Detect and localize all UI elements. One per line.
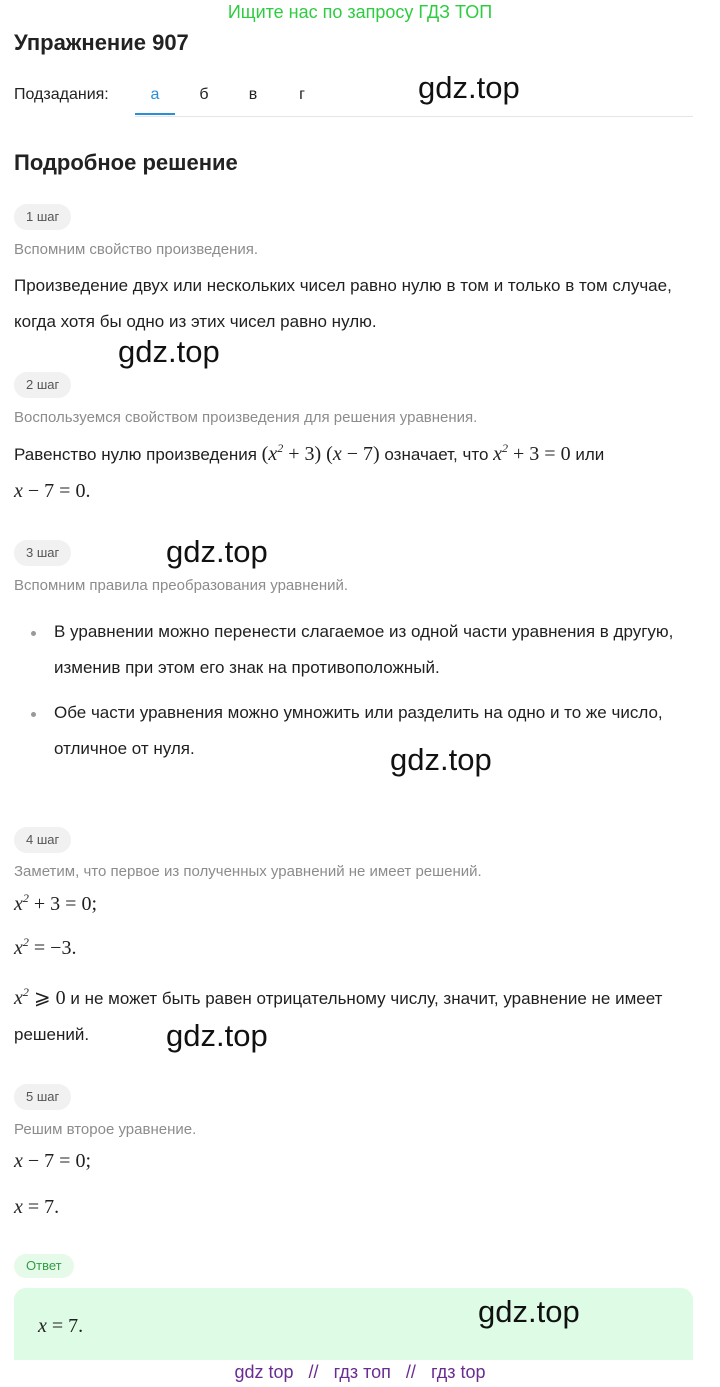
tab-b[interactable]: б [199,86,209,103]
top-banner: Ищите нас по запросу ГДЗ ТОП [227,2,493,22]
watermark: gdz.top [118,334,220,369]
watermark: gdz.top [390,742,492,777]
watermark: gdz.top [166,534,268,569]
math-line: $x^2 = -3$. [14,935,77,959]
footer-link[interactable]: гдз топ [333,1362,391,1382]
bullet-dot [31,712,36,717]
watermark: gdz.top [418,70,520,105]
tab-a[interactable]: а [150,86,160,103]
step-badge: 1 шаг [14,204,71,230]
answer-box [14,1288,693,1360]
bullet-item: В уравнении можно перенести слагаемое из одной части уравнения в другую, изменив при этом его знак на противоположный. [54,622,674,677]
subtasks-label: Подзадания: [14,86,109,103]
answer-value: x = 7. [38,1315,84,1337]
math-expression: $(x^2 + 3) (x - 7)$ [261,441,380,465]
step-badge: 5 шаг [14,1084,71,1110]
footer-separator: // [308,1362,319,1382]
step-hint: Вспомним правила преобразования уравнений. [14,577,349,594]
step-badge: 3 шаг [14,540,71,566]
math-line: $x^2 + 3 = 0$; [14,891,98,915]
step-text [14,436,694,510]
step-badge: 2 шаг [14,372,71,398]
tabs-divider [135,116,693,117]
step-text-part: и не может быть равен отрицательному числу, значит, уравнение не имеет решений. [14,989,663,1044]
footer-links [0,1360,720,1384]
step-text-part: Равенство нулю произведения [14,445,257,464]
watermark: gdz.top [166,1018,268,1053]
bullet-item: Обе части уравнения можно умножить или разделить на одно и то же число, отличное от нуля. [54,703,663,758]
step-hint: Заметим, что первое из полученных уравнений не имеет решений. [14,863,482,880]
step-badge: 4 шаг [14,827,71,853]
math-line: x = 7. [14,1196,60,1218]
bullet-dot [31,631,36,636]
step-text-part: означает, что [384,445,489,464]
section-title: Подробное решение [14,150,238,175]
math-line: x − 7 = 0; [14,1150,92,1172]
step-text-part: или [575,445,605,464]
page-title: Упражнение 907 [14,30,189,55]
step-hint: Вспомним свойство произведения. [14,241,259,258]
step-hint: Решим второе уравнение. [14,1121,197,1138]
footer-link[interactable]: gdz top [234,1362,294,1382]
step-hint: Воспользуемся свойством произведения для решения уравнения. [14,409,478,426]
step-text [14,980,694,1053]
math-expression: $x^2 + 3 = 0$ [493,441,571,465]
tab-v[interactable]: в [248,86,258,103]
step-text: Произведение двух или нескольких чисел равно нулю в том и только в том случае, когда хотя бы одно из этих чисел равно нулю. [14,276,672,331]
footer-separator: // [405,1362,416,1382]
footer-link[interactable]: гдз top [430,1362,486,1382]
math-expression: $x^2$ ⩾ 0 [14,985,66,1009]
math-expression: x − 7 = 0. [14,480,91,502]
watermark: gdz.top [478,1294,580,1329]
active-tab-indicator [135,113,175,115]
tab-g[interactable]: г [299,86,305,103]
answer-badge: Ответ [14,1254,74,1278]
